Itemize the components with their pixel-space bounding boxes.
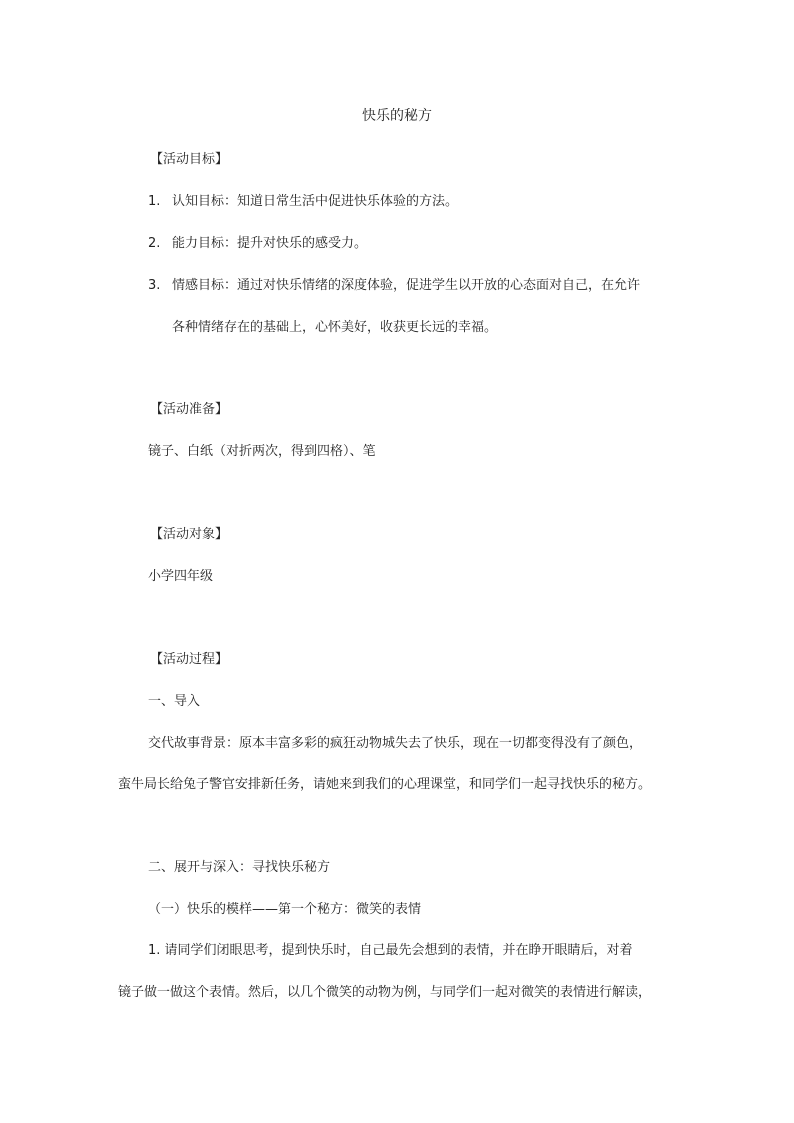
process-heading: 【活动过程】 — [150, 652, 229, 667]
target-heading: 【活动对象】 — [150, 527, 229, 542]
prep-text: 镜子、白纸（对折两次，得到四格）、笔 — [148, 444, 376, 459]
goal-item-text: 情感目标：通过对快乐情绪的深度体验，促进学生以开放的心态面对自己，在允许 — [172, 278, 641, 293]
goal-item-text: 能力目标：提升对快乐的感受力。 — [172, 236, 368, 251]
intro-heading: 一、导入 — [148, 694, 201, 709]
goal-item-text: 认知目标：知道日常生活中促进快乐体验的方法。 — [172, 194, 459, 209]
goal-item-number: 1. — [148, 194, 161, 209]
goal-item-number: 2. — [148, 236, 161, 251]
goal-item-number: 3. — [148, 278, 161, 293]
part2-heading: 二、展开与深入：寻找快乐秘方 — [148, 860, 331, 875]
sub1-heading: （一）快乐的模样——第一个秘方：微笑的表情 — [148, 902, 422, 917]
goal-item-2 — [148, 236, 367, 252]
target-text: 小学四年级 — [148, 569, 214, 584]
goal-item-3-continuation: 各种情绪存在的基础上，心怀美好，收获更长远的幸福。 — [172, 320, 498, 335]
goal-item-3 — [148, 278, 640, 294]
intro-paragraph-line-2: 蛮牛局长给兔子警官安排新任务，请她来到我们的心理课堂，和同学们一起寻找快乐的秘方。 — [118, 777, 652, 792]
step1-line-1: 1. 请同学们闭眼思考，提到快乐时，自己最先会想到的表情，并在睁开眼睛后，对着 — [148, 943, 633, 958]
intro-paragraph-line-1: 交代故事背景：原本丰富多彩的疯狂动物城失去了快乐，现在一切都变得没有了颜色， — [148, 736, 643, 751]
goals-heading: 【活动目标】 — [150, 152, 229, 167]
page-title: 快乐的秘方 — [362, 108, 432, 124]
step1-line-2: 镜子做一做这个表情。然后，以几个微笑的动物为例，与同学们一起对微笑的表情进行解读， — [118, 985, 652, 1000]
goal-item-1 — [148, 194, 458, 210]
prep-heading: 【活动准备】 — [150, 402, 229, 417]
